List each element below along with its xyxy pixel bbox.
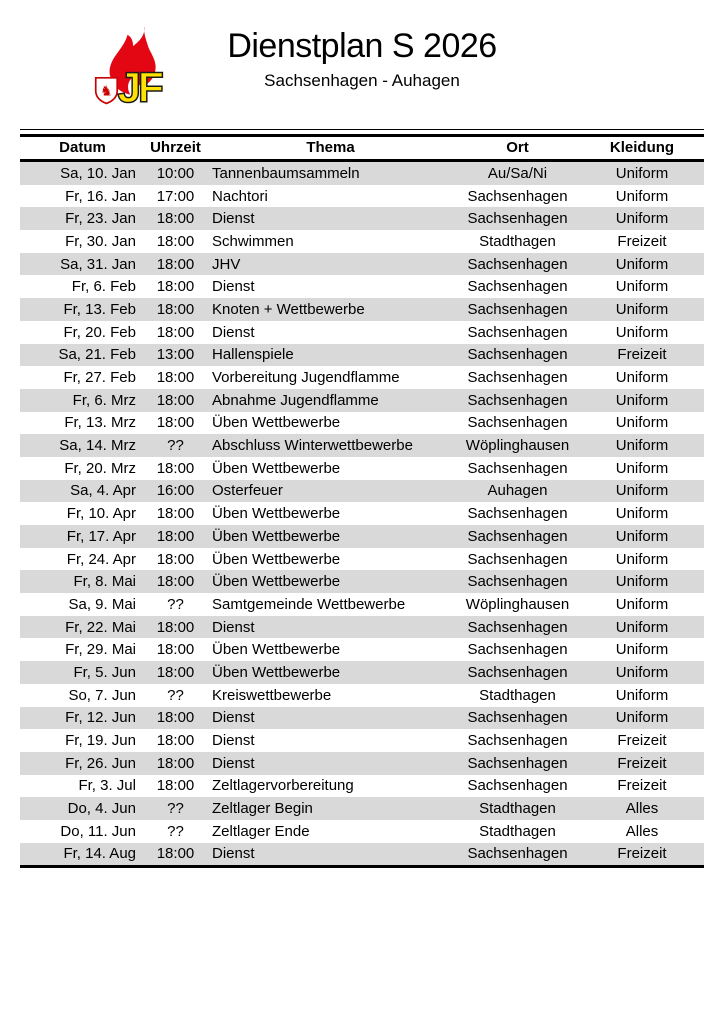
cell-ort: Sachsenhagen xyxy=(467,663,568,681)
cell-uhrzeit: ?? xyxy=(167,800,184,818)
schedule-row xyxy=(20,525,704,548)
cell-ort: Au/Sa/Ni xyxy=(487,164,548,182)
cell-datum: Fr, 5. Jun xyxy=(73,663,136,681)
cell-kleidung: Freizeit xyxy=(617,232,667,250)
cell-kleidung: Uniform xyxy=(615,573,669,591)
cell-thema: Üben Wettbewerbe xyxy=(212,459,341,477)
cell-uhrzeit: 16:00 xyxy=(156,482,195,500)
schedule-table-wrap xyxy=(20,129,704,868)
cell-kleidung: Uniform xyxy=(615,641,669,659)
cell-thema: Üben Wettbewerbe xyxy=(212,550,341,568)
cell-uhrzeit: 18:00 xyxy=(156,391,195,409)
cell-datum: Fr, 6. Mrz xyxy=(72,391,136,409)
cell-thema: Üben Wettbewerbe xyxy=(212,505,341,523)
cell-ort: Sachsenhagen xyxy=(467,369,568,387)
schedule-row xyxy=(20,752,704,775)
schedule-row xyxy=(20,161,704,185)
cell-ort: Sachsenhagen xyxy=(467,255,568,273)
cell-thema: Abnahme Jugendflamme xyxy=(212,391,379,409)
cell-kleidung: Alles xyxy=(625,800,659,818)
col-header-ort: Ort xyxy=(455,136,580,161)
cell-thema: Schwimmen xyxy=(212,232,294,250)
cell-ort: Sachsenhagen xyxy=(467,573,568,591)
cell-datum: Fr, 22. Mai xyxy=(65,618,136,636)
cell-datum: Fr, 26. Jun xyxy=(65,754,136,772)
schedule-row xyxy=(20,775,704,798)
cell-datum: Fr, 3. Jul xyxy=(78,777,136,795)
cell-kleidung: Uniform xyxy=(615,437,669,455)
cell-uhrzeit: 18:00 xyxy=(156,663,195,681)
cell-ort: Sachsenhagen xyxy=(467,278,568,296)
cell-thema: Samtgemeinde Wettbewerbe xyxy=(212,595,406,613)
cell-ort: Sachsenhagen xyxy=(467,845,568,863)
cell-uhrzeit: 18:00 xyxy=(156,300,195,318)
cell-datum: So, 7. Jun xyxy=(68,686,136,704)
cell-ort: Stadthagen xyxy=(479,800,556,818)
cell-datum: Sa, 14. Mrz xyxy=(59,437,136,455)
schedule-row xyxy=(20,843,704,867)
cell-uhrzeit: 17:00 xyxy=(156,187,195,205)
page-title: Dienstplan S 2026 xyxy=(227,27,497,65)
cell-datum: Fr, 8. Mai xyxy=(73,573,136,591)
cell-kleidung: Uniform xyxy=(615,210,669,228)
cell-uhrzeit: 13:00 xyxy=(156,346,195,364)
schedule-row xyxy=(20,684,704,707)
cell-ort: Wöplinghausen xyxy=(465,595,570,613)
cell-datum: Fr, 29. Mai xyxy=(65,641,136,659)
cell-datum: Fr, 20. Feb xyxy=(63,323,136,341)
cell-datum: Fr, 13. Feb xyxy=(63,300,136,318)
cell-kleidung: Uniform xyxy=(615,300,669,318)
schedule-row xyxy=(20,344,704,367)
col-header-datum: Datum xyxy=(20,136,145,161)
cell-datum: Do, 4. Jun xyxy=(67,800,136,818)
schedule-row xyxy=(20,457,704,480)
cell-datum: Fr, 16. Jan xyxy=(65,187,136,205)
cell-kleidung: Uniform xyxy=(615,414,669,432)
cell-uhrzeit: 18:00 xyxy=(156,414,195,432)
cell-kleidung: Uniform xyxy=(615,505,669,523)
cell-ort: Sachsenhagen xyxy=(467,754,568,772)
cell-thema: Üben Wettbewerbe xyxy=(212,663,341,681)
cell-kleidung: Uniform xyxy=(615,482,669,500)
cell-uhrzeit: 18:00 xyxy=(156,709,195,727)
schedule-row xyxy=(20,797,704,820)
cell-thema: Üben Wettbewerbe xyxy=(212,527,341,545)
cell-ort: Sachsenhagen xyxy=(467,391,568,409)
cell-ort: Sachsenhagen xyxy=(467,414,568,432)
schedule-row xyxy=(20,638,704,661)
cell-uhrzeit: 18:00 xyxy=(156,641,195,659)
cell-thema: Zeltlagervorbereitung xyxy=(212,777,354,795)
cell-uhrzeit: 18:00 xyxy=(156,255,195,273)
cell-kleidung: Freizeit xyxy=(617,777,667,795)
cell-datum: Fr, 27. Feb xyxy=(63,369,136,387)
cell-thema: Hallenspiele xyxy=(212,346,294,364)
cell-ort: Sachsenhagen xyxy=(467,618,568,636)
schedule-row xyxy=(20,366,704,389)
cell-uhrzeit: 10:00 xyxy=(156,164,195,182)
schedule-body xyxy=(20,161,704,867)
cell-uhrzeit: ?? xyxy=(167,437,184,455)
cell-datum: Fr, 24. Apr xyxy=(66,550,136,568)
cell-uhrzeit: 18:00 xyxy=(156,777,195,795)
cell-uhrzeit: 18:00 xyxy=(156,527,195,545)
cell-datum: Fr, 17. Apr xyxy=(66,527,136,545)
cell-thema: Abschluss Winterwettbewerbe xyxy=(212,437,413,455)
cell-thema: Kreiswettbewerbe xyxy=(212,686,332,704)
cell-ort: Wöplinghausen xyxy=(465,437,570,455)
cell-thema: Dienst xyxy=(212,845,255,863)
cell-uhrzeit: ?? xyxy=(167,686,184,704)
cell-kleidung: Uniform xyxy=(615,686,669,704)
col-header-thema: Thema xyxy=(206,136,455,161)
cell-thema: Vorbereitung Jugendflamme xyxy=(212,369,400,387)
cell-uhrzeit: 18:00 xyxy=(156,210,195,228)
cell-ort: Sachsenhagen xyxy=(467,641,568,659)
cell-ort: Sachsenhagen xyxy=(467,187,568,205)
cell-thema: Tannenbaumsammeln xyxy=(212,164,360,182)
schedule-row xyxy=(20,207,704,230)
cell-ort: Sachsenhagen xyxy=(467,732,568,750)
schedule-row xyxy=(20,729,704,752)
cell-datum: Fr, 6. Feb xyxy=(71,278,136,296)
schedule-row xyxy=(20,412,704,435)
schedule-row xyxy=(20,820,704,843)
cell-ort: Auhagen xyxy=(487,482,548,500)
cell-thema: Dienst xyxy=(212,754,255,772)
cell-datum: Fr, 19. Jun xyxy=(65,732,136,750)
schedule-row xyxy=(20,616,704,639)
schedule-row xyxy=(20,389,704,412)
cell-datum: Do, 11. Jun xyxy=(60,822,136,840)
cell-datum: Fr, 23. Jan xyxy=(65,210,136,228)
schedule-row xyxy=(20,321,704,344)
schedule-row xyxy=(20,230,704,253)
cell-uhrzeit: ?? xyxy=(167,822,184,840)
schedule-row xyxy=(20,253,704,276)
schedule-row xyxy=(20,480,704,503)
logo-letter-j: J xyxy=(117,64,142,113)
cell-kleidung: Uniform xyxy=(615,278,669,296)
cell-datum: Sa, 4. Apr xyxy=(70,482,136,500)
col-header-uhrzeit: Uhrzeit xyxy=(145,136,206,161)
cell-ort: Stadthagen xyxy=(479,822,556,840)
page-subtitle: Sachsenhagen - Auhagen xyxy=(264,71,460,90)
cell-thema: Dienst xyxy=(212,323,255,341)
schedule-row xyxy=(20,570,704,593)
saxon-steed-icon: ♞ xyxy=(100,82,113,99)
cell-thema: Zeltlager Ende xyxy=(212,822,310,840)
cell-kleidung: Uniform xyxy=(615,255,669,273)
cell-ort: Sachsenhagen xyxy=(467,550,568,568)
cell-kleidung: Uniform xyxy=(615,164,669,182)
schedule-row xyxy=(20,275,704,298)
cell-uhrzeit: 18:00 xyxy=(156,550,195,568)
cell-uhrzeit: 18:00 xyxy=(156,754,195,772)
cell-thema: JHV xyxy=(212,255,241,273)
cell-thema: Zeltlager Begin xyxy=(212,800,313,818)
cell-thema: Knoten + Wettbewerbe xyxy=(212,300,365,318)
cell-kleidung: Uniform xyxy=(615,459,669,477)
cell-kleidung: Freizeit xyxy=(617,346,667,364)
cell-ort: Stadthagen xyxy=(479,232,556,250)
cell-datum: Fr, 30. Jan xyxy=(65,232,136,250)
cell-uhrzeit: ?? xyxy=(167,595,184,613)
cell-kleidung: Uniform xyxy=(615,663,669,681)
cell-kleidung: Uniform xyxy=(615,595,669,613)
cell-ort: Sachsenhagen xyxy=(467,709,568,727)
cell-uhrzeit: 18:00 xyxy=(156,505,195,523)
cell-ort: Sachsenhagen xyxy=(467,459,568,477)
cell-thema: Üben Wettbewerbe xyxy=(212,573,341,591)
schedule-row xyxy=(20,548,704,571)
schedule-row xyxy=(20,502,704,525)
col-header-kleidung: Kleidung xyxy=(580,136,704,161)
cell-datum: Sa, 21. Feb xyxy=(58,346,136,364)
cell-kleidung: Uniform xyxy=(615,550,669,568)
cell-kleidung: Uniform xyxy=(615,369,669,387)
cell-thema: Dienst xyxy=(212,732,255,750)
cell-uhrzeit: 18:00 xyxy=(156,732,195,750)
cell-thema: Üben Wettbewerbe xyxy=(212,414,341,432)
cell-uhrzeit: 18:00 xyxy=(156,369,195,387)
cell-thema: Osterfeuer xyxy=(212,482,283,500)
cell-datum: Fr, 13. Mrz xyxy=(64,414,136,432)
cell-uhrzeit: 18:00 xyxy=(156,459,195,477)
cell-uhrzeit: 18:00 xyxy=(156,232,195,250)
cell-kleidung: Freizeit xyxy=(617,732,667,750)
cell-kleidung: Uniform xyxy=(615,391,669,409)
cell-uhrzeit: 18:00 xyxy=(156,845,195,863)
cell-thema: Nachtori xyxy=(212,187,268,205)
cell-ort: Stadthagen xyxy=(479,686,556,704)
table-header-row xyxy=(20,136,704,161)
cell-kleidung: Uniform xyxy=(615,527,669,545)
cell-thema: Dienst xyxy=(212,709,255,727)
cell-datum: Sa, 31. Jan xyxy=(60,255,136,273)
schedule-row xyxy=(20,661,704,684)
schedule-row xyxy=(20,707,704,730)
cell-ort: Sachsenhagen xyxy=(467,527,568,545)
cell-kleidung: Uniform xyxy=(615,618,669,636)
cell-datum: Fr, 12. Jun xyxy=(65,709,136,727)
schedule-row xyxy=(20,593,704,616)
cell-ort: Sachsenhagen xyxy=(467,210,568,228)
cell-uhrzeit: 18:00 xyxy=(156,323,195,341)
cell-uhrzeit: 18:00 xyxy=(156,278,195,296)
cell-kleidung: Uniform xyxy=(615,709,669,727)
cell-datum: Fr, 10. Apr xyxy=(66,505,136,523)
cell-kleidung: Uniform xyxy=(615,187,669,205)
cell-kleidung: Freizeit xyxy=(617,845,667,863)
schedule-row xyxy=(20,298,704,321)
cell-kleidung: Uniform xyxy=(615,323,669,341)
cell-uhrzeit: 18:00 xyxy=(156,618,195,636)
cell-thema: Üben Wettbewerbe xyxy=(212,641,341,659)
cell-datum: Fr, 20. Mrz xyxy=(64,459,136,477)
cell-ort: Sachsenhagen xyxy=(467,346,568,364)
cell-uhrzeit: 18:00 xyxy=(156,573,195,591)
cell-thema: Dienst xyxy=(212,278,255,296)
cell-kleidung: Alles xyxy=(625,822,659,840)
cell-kleidung: Freizeit xyxy=(617,754,667,772)
cell-datum: Fr, 14. Aug xyxy=(63,845,136,863)
cell-thema: Dienst xyxy=(212,618,255,636)
cell-thema: Dienst xyxy=(212,210,255,228)
schedule-table xyxy=(20,134,704,868)
cell-ort: Sachsenhagen xyxy=(467,300,568,318)
cell-ort: Sachsenhagen xyxy=(467,323,568,341)
cell-datum: Sa, 9. Mai xyxy=(68,595,136,613)
schedule-row xyxy=(20,434,704,457)
logo-letter-f: F xyxy=(137,64,164,113)
cell-datum: Sa, 10. Jan xyxy=(60,164,136,182)
cell-ort: Sachsenhagen xyxy=(467,777,568,795)
cell-ort: Sachsenhagen xyxy=(467,505,568,523)
schedule-row xyxy=(20,185,704,208)
